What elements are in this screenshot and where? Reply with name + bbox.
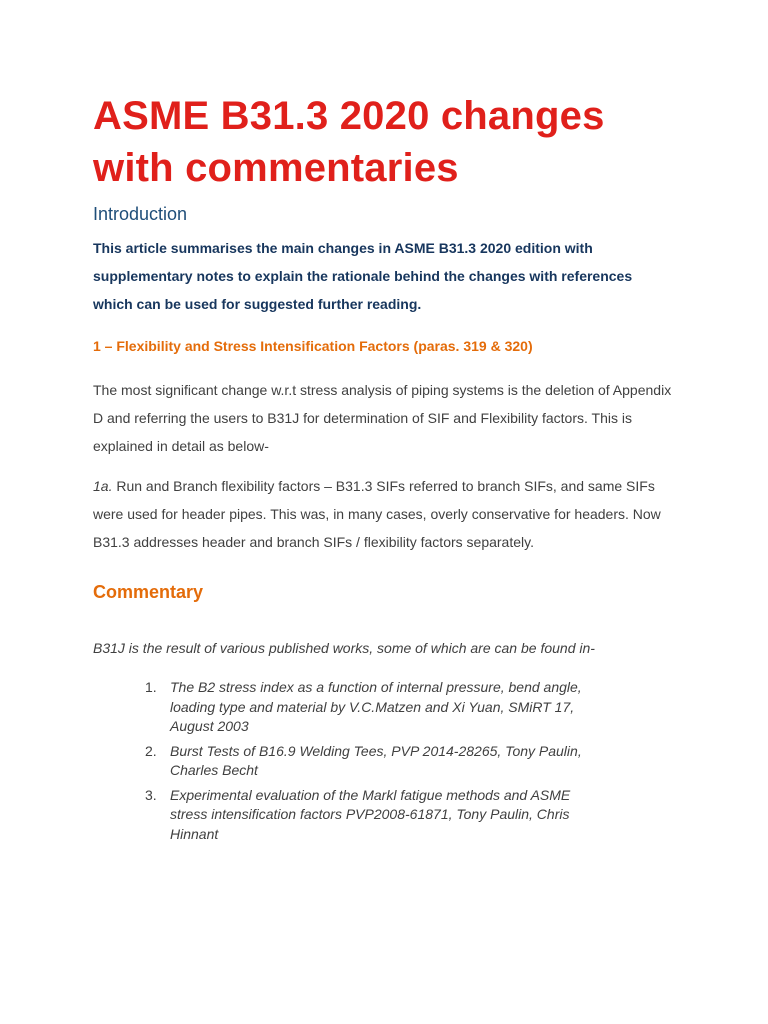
document-page: [93, 90, 693, 849]
section-1a-label: 1a.: [93, 478, 113, 494]
list-item: [93, 786, 600, 845]
list-item-number: 3.: [145, 786, 157, 803]
list-item: [93, 678, 600, 737]
introduction-paragraph: This article summarises the main changes in ASME B31.3 2020 edition with supplementary notes to explain the rationale behind the changes with references which can be used for suggested further reading.: [93, 240, 633, 312]
reference-list: [93, 678, 693, 844]
list-item-text: Burst Tests of B16.9 Welding Tees, PVP 2014-28265, Tony Paulin, Charles Becht: [170, 742, 582, 778]
commentary-heading: Commentary: [93, 582, 204, 602]
section-1a-text: Run and Branch flexibility factors – B31.3 SIFs referred to branch SIFs, and same SIFs were used for header pipes. This was, in many cases, overly conservative for headers. Now B31.3 addresses header and branch SIFs / flexibility factors separately.: [93, 478, 661, 550]
list-item-number: 2.: [145, 742, 157, 759]
list-item: [93, 742, 600, 781]
section-1-heading: 1 – Flexibility and Stress Intensification Factors (paras. 319 & 320): [93, 338, 533, 354]
section-1a-paragraph: [93, 472, 673, 556]
list-item-text: Experimental evaluation of the Markl fatigue methods and ASME stress intensification factors PVP2008-61871, Tony Paulin, Chris Hinnant: [170, 786, 571, 842]
list-item-text: The B2 stress index as a function of internal pressure, bend angle, loading type and material by V.C.Matzen and Xi Yuan, SMiRT 17, August 2003: [170, 679, 582, 734]
list-item-number: 1.: [145, 679, 157, 695]
document-title: ASME B31.3 2020 changes with commentaries: [93, 94, 605, 190]
commentary-intro: B31J is the result of various published works, some of which are can be found in-: [93, 640, 595, 656]
introduction-heading: Introduction: [93, 204, 188, 224]
section-1-paragraph: The most significant change w.r.t stress analysis of piping systems is the deletion of Appendix D and referring the users to B31J for determination of SIF and Flexibility factors. This is explained in detail as below-: [93, 382, 672, 454]
